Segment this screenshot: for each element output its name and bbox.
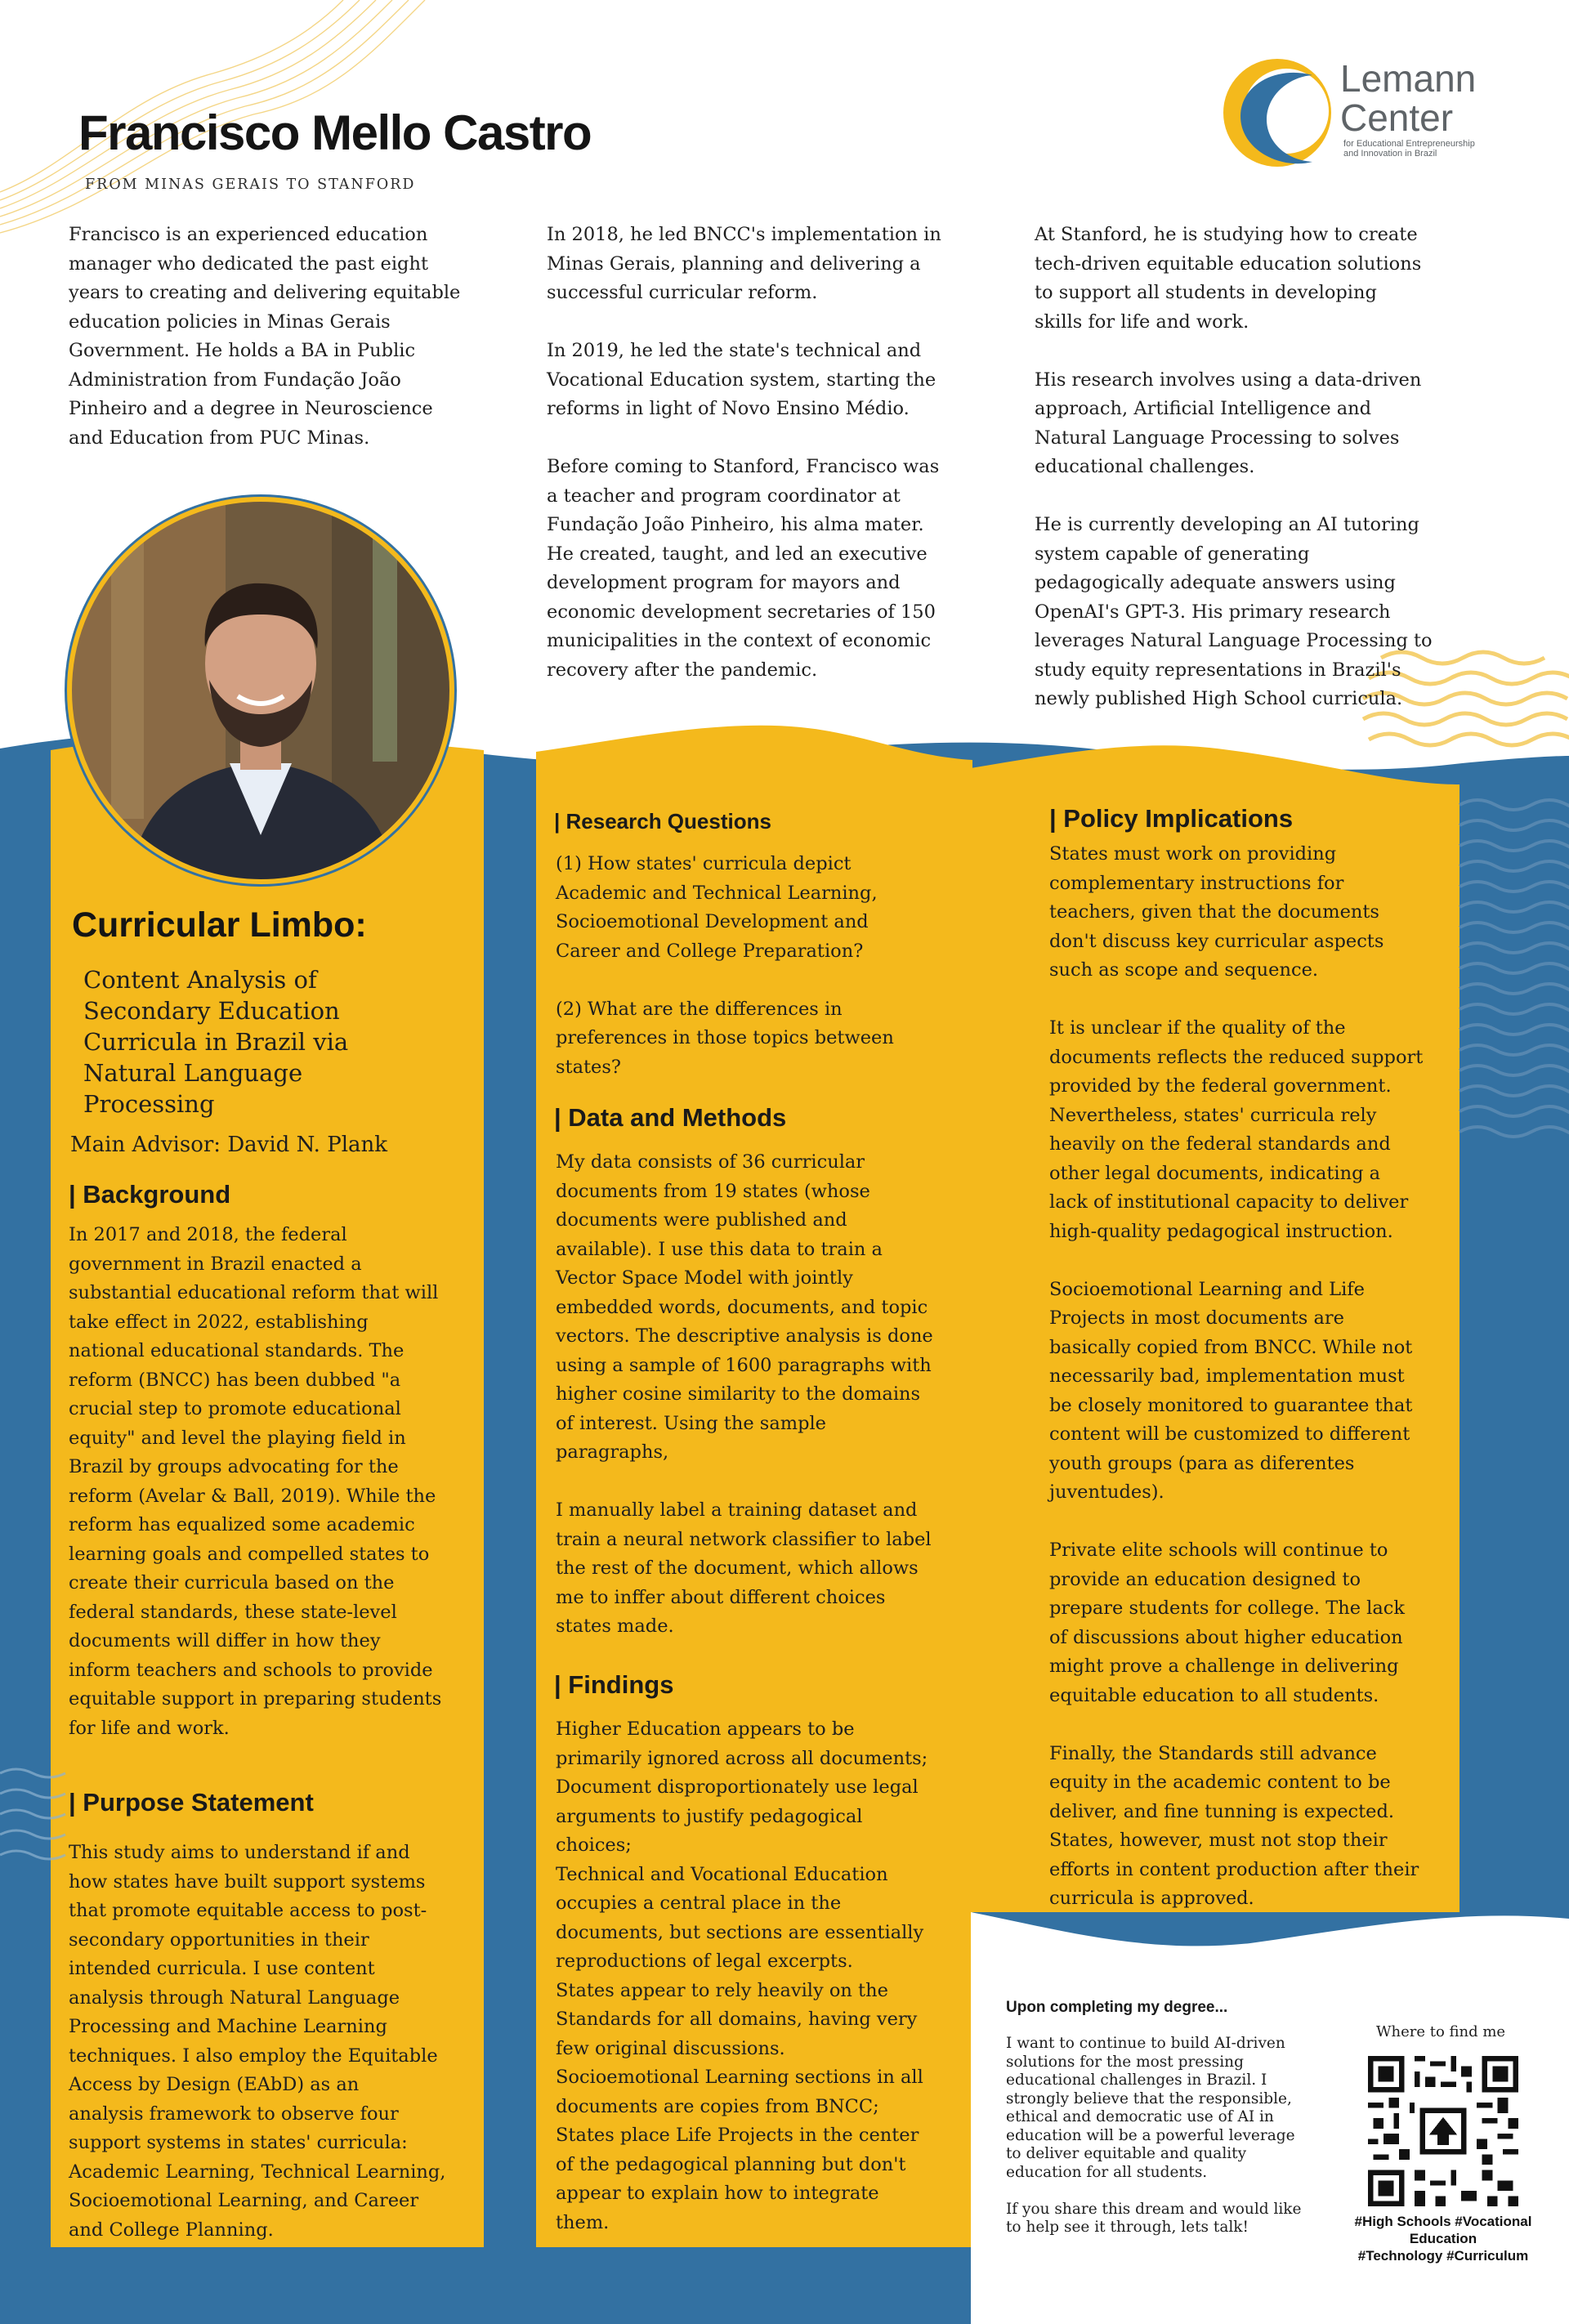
where-to-find-label: Where to find me — [1376, 2023, 1506, 2040]
data-methods-text: My data consists of 36 curricular documents from 19 states (whose documents were published and available). I use this data to train a Vector Space Model with jointly embedded words, documents, and topic vectors. The descriptive analysis is done using a sample of 1600 paragraphs with higher cosine similarity to the domains of interest. Using the sample paragraphs, I manually label a training dataset and train a neural network classifier to label the rest of the document, which allows me to inffer about different choices states made. — [556, 1151, 933, 1637]
research-questions-heading: | Research Questions — [554, 809, 771, 834]
background-text: In 2017 and 2018, the federal government in Brazil enacted a substantial educational reform that will take effect in 2022, establishing national educational standards. The reform (BNCC) has been dubbed "a crucial step to promote educational equity" and level the playing field in Brazil by groups advocating for the reform (Avelar & Ball, 2019). While the reform has equalized some academic learning goals and compelled states to create their curricula based on the federal standards, these state-level documents will differ in how they inform teachers and schools to provide equitable support in preparing students for life and work. — [69, 1224, 442, 1739]
data-methods-heading: | Data and Methods — [554, 1103, 787, 1132]
project-title: Curricular Limbo: — [72, 905, 367, 945]
degree-text: I want to continue to build AI-driven solutions for the most pressing educational challenges in Brazil. I strongly believe that the responsible, ethical and democratic use of AI in education will be a powerful leverage to deliver equitable and quality education for all students. If you share this dream and would like to help see it through, lets talk! — [1006, 2035, 1302, 2236]
purpose-text: This study aims to understand if and how states have built support systems that promote equitable access to post- secondary opportunities in their intended curricula. I use content analysis through Natural Language Processing and Machine Learning techniques. I also employ the Equitable Access by Design (EAbD) as an analysis framework to observe four support systems in states' curricula: Academic Learning, Technical Learning, Socioemotional Learning, and Career and College Planning. — [69, 1842, 446, 2241]
degree-heading: Upon completing my degree... — [1006, 1999, 1228, 2016]
main-advisor: Main Advisor: David N. Plank — [70, 1133, 388, 1157]
policy-implications-text: States must work on providing complementary instructions for teachers, given that the documents don't discuss key curricular aspects such as scope and sequence. It is unclear if the quality of the documents reflects the reduced support provided by the federal government. Nevertheless, states' curricula rely heavily on the federal standards and other legal documents, indicating a lack of institutional capacity to deliver high-quality pedagogical instruction. Socioemotional Learning and Life Projects in most documents are basically copied from BNCC. While not necessarily bad, implementation must be closely monitored to guarantee that content will be customized to different youth groups (para as diferentes juventudes). Private elite schools will continue to provide an education designed to prepare students for college. The lack of discussions about higher education might prove a challenge in delivering equitable education to all students. Finally, the Standards still advance equity in the academic content to be deliver, and fine tunning is expected. States, however, must not stop their efforts in content production after their curricula is approved. — [1049, 843, 1424, 1909]
logo-tagline: for Educational Entrepreneurship and Innovation in Brazil — [1343, 139, 1475, 159]
policy-implications-heading: | Policy Implications — [1049, 804, 1294, 833]
qr-code[interactable] — [1368, 2056, 1518, 2206]
background-heading: | Background — [69, 1180, 231, 1209]
presenter-name: Francisco Mello Castro — [78, 105, 592, 160]
presenter-portrait — [62, 492, 459, 889]
research-questions-text: (1) How states' curricula depict Academic and Technical Learning, Socioemotional Development and Career and College Preparation? (2) What are the differences in preferences in those topics between states? — [556, 853, 894, 1078]
purpose-heading: | Purpose Statement — [69, 1788, 314, 1817]
bio-column-2: In 2018, he led BNCC's implementation in Minas Gerais, planning and delivering a successful curricular reform. In 2019, he led the state's technical and Vocational Education system, starting the reforms in light of Novo Ensino Médio. Before coming to Stanford, Francisco was a teacher and program coordinator at Fundação João Pinheiro, his alma mater. He created, taught, and led an executive development program for mayors and economic development secretaries of 150 municipalities in the context of economic recovery after the pandemic. — [547, 224, 941, 681]
bio-column-1: Francisco is an experienced education manager who dedicated the past eight years to creating and delivering equitable education policies in Minas Gerais Government. He holds a BA in Public Administration from Fundação João Pinheiro and a degree in Neuroscience and Education from PUC Minas. — [69, 224, 461, 449]
logo-wordmark: Lemann Center — [1340, 57, 1477, 139]
presenter-subtitle: FROM MINAS GERAIS TO STANFORD — [85, 177, 416, 193]
findings-text: Higher Education appears to be primarily ignored across all documents; Document disproportionately use legal arguments to justify pedagogical choices; Technical and Vocational Education occupies a central place in the documents, but sections are essentially reproductions of legal excerpts. States appear to rely heavily on the Standards for all domains, having very few original discussions. Socioemotional Learning sections in all documents are copies from BNCC; States place Life Projects in the center of the pedagogical planning but don't appear to explain how to integrate them. — [556, 1718, 928, 2233]
hashtags: #High Schools #Vocational Education #Technology #Curriculum — [1354, 2214, 1532, 2264]
findings-heading: | Findings — [554, 1670, 674, 1699]
bio-column-3: At Stanford, he is studying how to create tech-driven equitable education solutions to support all students in developing skills for life and work. His research involves using a data-driven approach, Artificial Intelligence and Natural Language Processing to solves educational challenges. He is currently developing an AI tutoring system capable of generating pedagogically adequate answers using OpenAI's GPT-3. His primary research leverages Natural Language Processing to study equity representations in Brazil's newly published High School curricula. — [1035, 224, 1433, 709]
project-subtitle: Content Analysis of Secondary Education Curricula in Brazil via Natural Language Processing — [83, 966, 349, 1118]
